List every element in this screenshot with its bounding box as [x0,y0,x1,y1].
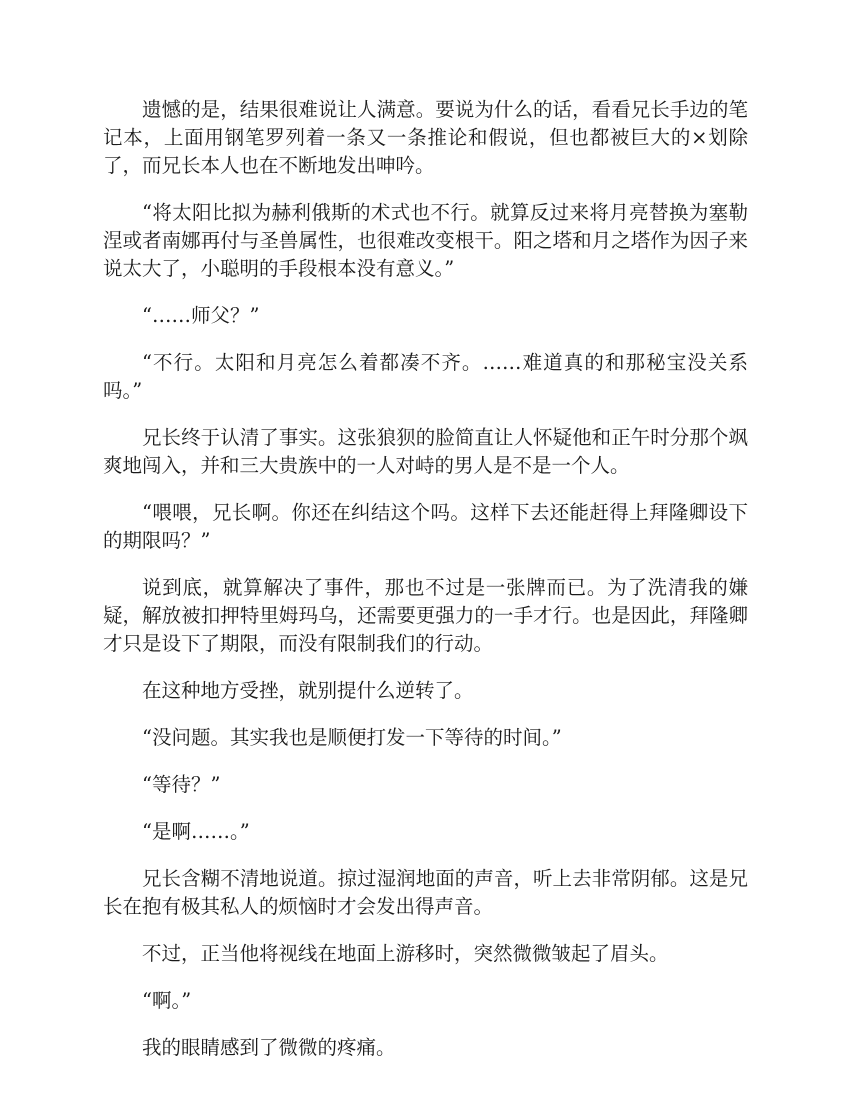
paragraph-8: 在这种地方受挫，就别提什么逆转了。 [142,679,474,702]
paragraph-15: 我的眼睛感到了微微的疼痛。 [142,1036,396,1059]
document-page [103,96,748,1081]
paragraph-5: 兄长终于认清了事实。这张狼狈的脸简直让人怀疑他和正午时分那个飒爽地闯入，并和三大贵族中的一人对峙的男人是不是一个人。 [103,426,748,477]
paragraph-11: “是啊……。” [142,820,250,843]
paragraph-13: 不过，正当他将视线在地面上游移时，突然微微皱起了眉头。 [142,942,669,965]
paragraph-9: “没问题。其实我也是顺便打发一下等待的时间。” [142,726,562,749]
paragraph-14: “啊。” [142,989,192,1012]
paragraph-3: “……师父？” [142,304,260,327]
paragraph-6: “喂喂，兄长啊。你还在纠结这个吗。这样下去还能赶得上拜隆卿设下的期限吗？” [103,501,748,552]
paragraph-2: “将太阳比拟为赫利俄斯的术式也不行。就算反过来将月亮替换为塞勒涅或者南娜再付与圣兽属性，也很难改变根干。阳之塔和月之塔作为因子来说太大了，小聪明的手段根本没有意义。” [103,201,748,280]
paragraph-12: 兄长含糊不清地说道。掠过湿润地面的声音，听上去非常阴郁。这是兄长在抱有极其私人的烦恼时才会发出得声音。 [103,867,748,918]
paragraph-1: 遗憾的是，结果很难说让人满意。要说为什么的话，看看兄长手边的笔记本，上面用钢笔罗列着一条又一条推论和假说，但也都被巨大的×划除了，而兄长本人也在不断地发出呻吟。 [103,98,748,177]
paragraph-10: “等待？” [142,773,221,796]
paragraph-7: 说到底，就算解决了事件，那也不过是一张牌而已。为了洗清我的嫌疑，解放被扣押特里姆玛乌，还需要更强力的一手才行。也是因此，拜隆卿才只是设下了期限，而没有限制我们的行动。 [103,576,748,655]
paragraph-4: “不行。太阳和月亮怎么着都凑不齐。……难道真的和那秘宝没关系吗。” [103,351,748,402]
